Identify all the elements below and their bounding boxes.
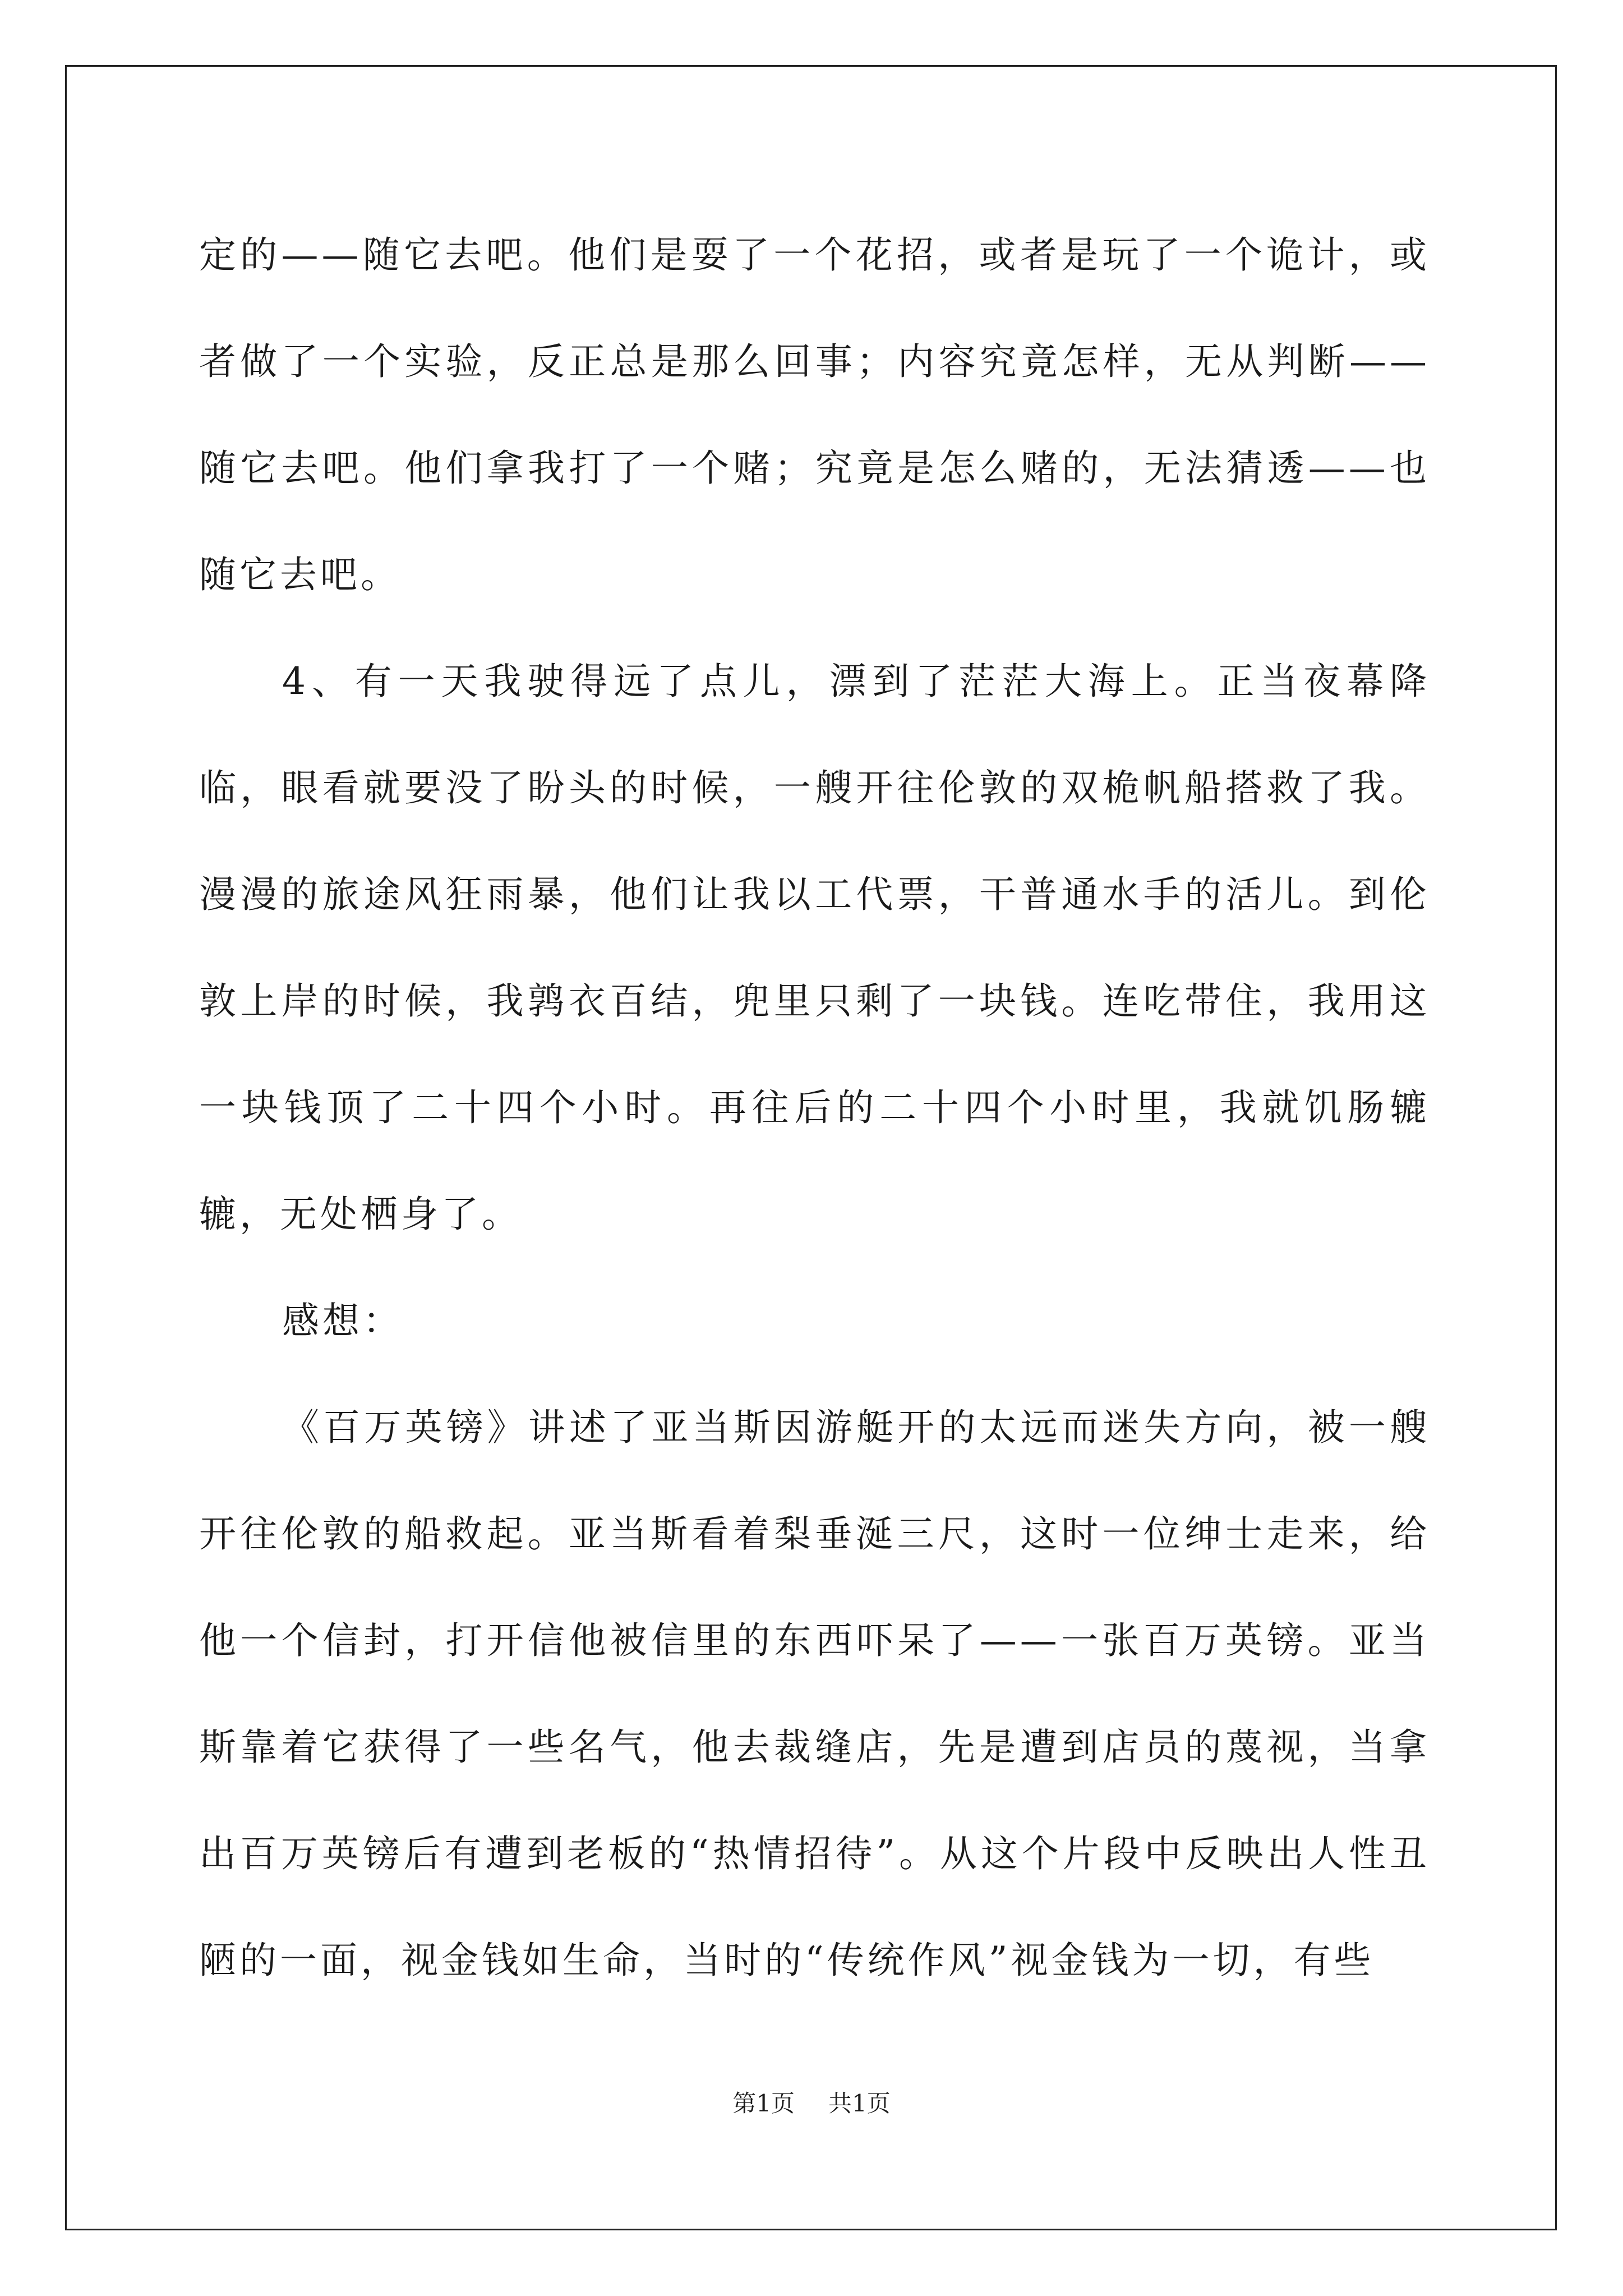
paragraph-1: 定的——随它去吧。他们是耍了一个花招，或者是玩了一个诡计，或者做了一个实验，反正总是那么回事；内容究竟怎样，无从判断——随它去吧。他们拿我打了一个赌；究竟是怎么赌的，无法猜透——也随它去吧。 xyxy=(199,233,1430,596)
page-number-total: 共1页 xyxy=(828,2090,891,2117)
paragraph-2: 4、有一天我驶得远了点儿，漂到了茫茫大海上。正当夜幕降临，眼看就要没了盼头的时候，一艘开往伦敦的双桅帆船搭救了我。漫漫的旅途风狂雨暴，他们让我以工代票，干普通水手的活儿。到伦敦上岸的时候，我鹑衣百结，兜里只剩了一块钱。连吃带住，我用这一块钱顶了二十四个小时。再往后的二十四个小时里，我就饥肠辘辘，无处栖身了。 xyxy=(199,660,1430,1236)
paragraph-4: 《百万英镑》讲述了亚当斯因游艇开的太远而迷失方向，被一艘开往伦敦的船救起。亚当斯看着梨垂涎三尺，这时一位绅士走来，给他一个信封，打开信他被信里的东西吓呆了——一张百万英镑。亚当斯靠着它获得了一些名气，他去裁缝店，先是遭到店员的蔑视，当拿出百万英镑后有遭到老板的“热情招待”。从这个片段中反映出人性丑陋的一面，视金钱如生命，当时的“传统作风”视金钱为一切，有些 xyxy=(199,1406,1430,1982)
page-footer xyxy=(0,2087,1623,2120)
page-number-current: 第1页 xyxy=(732,2090,795,2117)
document-body xyxy=(199,202,1430,2014)
paragraph-heading-thoughts: 感想： xyxy=(282,1299,403,1342)
